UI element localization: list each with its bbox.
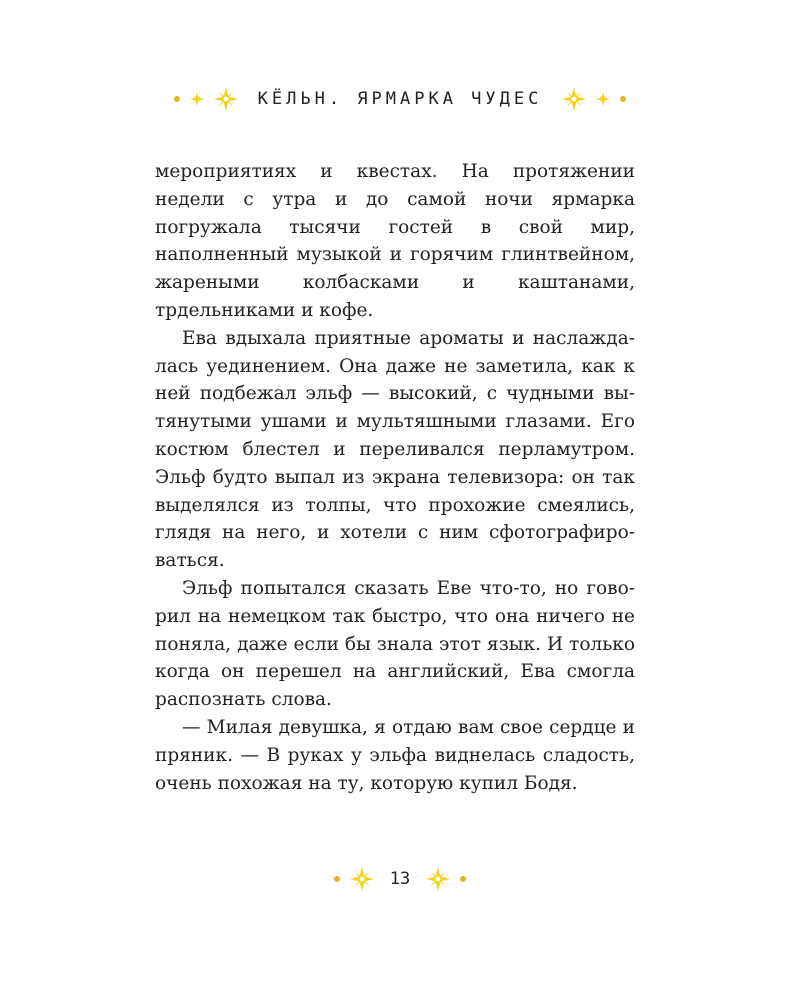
- paragraph: Ева вдыхала приятные ароматы и наслаждалась уединением. Она даже не заметила, как к ней подбежал эльф — высокий, с чудными вытянутыми ушами и мультяшными глазами. Его костюм блестел и переливался перламутром. Эльф будто выпал из экрана телевизора: он так выделялся из толпы, что прохожие смеялись, глядя на него, и хотели с ним сфотографироваться.: [155, 327, 635, 572]
- page-footer: [0, 864, 800, 894]
- ornament-dot-icon: [334, 876, 340, 882]
- large-star-icon: [214, 87, 238, 111]
- ornament-dot-icon: [460, 876, 466, 882]
- small-star-icon: [190, 92, 204, 106]
- ornament-dot-icon: [174, 96, 180, 102]
- page-number: 13: [389, 869, 411, 889]
- large-star-icon: [562, 87, 586, 111]
- running-header: [0, 84, 800, 114]
- large-star-icon: [426, 867, 450, 891]
- paragraph: — Милая девушка, я отдаю вам свое сердце и пряник. — В руках у эльфа виднелась сладость, очень похожая на ту, которую купил Бодя.: [155, 716, 635, 794]
- paragraph: Эльф попытался сказать Еве что-то, но говорил на немецком так быстро, что она ничего не поняла, даже если бы знала этот язык. И только когда он перешел на английский, Ева смогла распознать слова.: [155, 577, 635, 711]
- large-star-icon: [350, 867, 374, 891]
- small-star-icon: [596, 92, 610, 106]
- ornament-dot-icon: [620, 96, 626, 102]
- body-text: [155, 158, 635, 797]
- running-title: КЁЛЬН. ЯРМАРКА ЧУДЕС: [257, 89, 543, 109]
- paragraph: мероприятиях и квестах. На протяжении недели с утра и до самой ночи ярмарка погружала тысячи гостей в свой мир, наполненный музыкой и горячим глинтвейном, жареными колбасками и каштанами, трдельниками и кофе.: [155, 161, 635, 321]
